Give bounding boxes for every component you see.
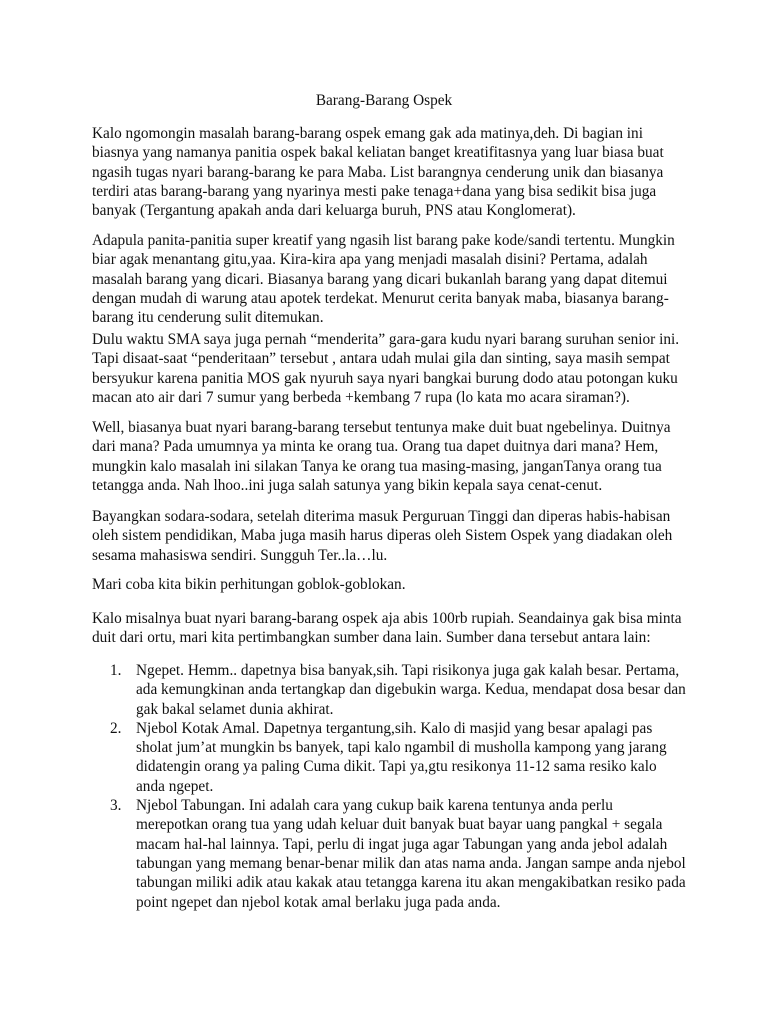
- list-number: 3.: [110, 797, 122, 815]
- text-line: anda ngepet.: [136, 777, 214, 795]
- text-line: merepotkan orang tua yang udah keluar duit banyak buat bayar uang pangkal + segala: [136, 816, 663, 834]
- paragraph-kode-sandi: [92, 231, 682, 327]
- text-line: Ngepet. Hemm.. dapetnya bisa banyak,sih. Tapi risikonya juga gak kalah besar. Pertama,: [136, 662, 680, 679]
- text-line: Dulu waktu SMA saya juga pernah “menderita” gara-gara kudu nyari barang suruhan senior ini.: [92, 331, 680, 348]
- text-line: Tapi disaat-saat “penderitaan” tersebut , antara udah mulai gila dan sinting, saya masih sempat: [92, 350, 670, 368]
- text-line: tabungan yang memang benar-benar milik dan atas nama anda. Jangan sampe anda njebol: [136, 854, 686, 872]
- text-line: biasnya yang namanya panitia ospek bakal keliatan banget kreatifitasnya yang luar biasa buat: [92, 144, 664, 162]
- paragraph-bayangkan: [92, 507, 682, 565]
- numbered-list: [92, 661, 692, 912]
- list-number: 1.: [110, 662, 122, 679]
- text-line: macam hal-hal lainnya. Tapi, perlu di ingat juga agar Tabungan yang anda jebol adalah: [136, 835, 668, 853]
- paragraph-sma: [92, 330, 682, 407]
- text-line: barang itu cenderung sulit ditemukan.: [92, 309, 324, 327]
- text-line: sholat jum’at mungkin bs banyek, tapi kalo ngambil di musholla kampong yang jarang: [136, 739, 667, 757]
- text-line: gak bakal selamet dunia akhirat.: [136, 700, 334, 718]
- list-item: [92, 796, 692, 912]
- text-line: ngasih tugas nyari barang-barang ke para Maba. List barangnya cenderung unik dan biasanya: [92, 163, 664, 181]
- text-line: dari mana? Pada umumnya ya minta ke orang tua. Orang tua dapet duitnya dari mana? Hem,: [92, 438, 659, 456]
- text-line: Well, biasanya buat nyari barang-barang tersebut tentunya make duit buat ngebelinya. Duitnya: [92, 419, 671, 436]
- text-line: ada kemungkinan anda tertangkap dan digebukin warga. Kedua, mendapat dosa besar dan: [136, 681, 686, 699]
- list-item: [92, 719, 692, 796]
- list-number: 2.: [110, 719, 122, 737]
- paragraph-perhitungan: [92, 575, 682, 594]
- text-line: mungkin kalo masalah ini silakan Tanya ke orang tua masing-masing, janganTanya orang tua: [92, 457, 662, 475]
- text-line: Adapula panita-panitia super kreatif yang ngasih list barang pake kode/sandi tertentu. Mungkin: [92, 232, 675, 249]
- text-line: Njebol Tabungan. Ini adalah cara yang cukup baik karena tentunya anda perlu: [136, 797, 613, 815]
- text-line: banyak (Tergantung apakah anda dari keluarga buruh, PNS atau Konglomerat).: [92, 202, 576, 220]
- paragraph-sumber-dana: [92, 609, 682, 648]
- list-item: [92, 661, 692, 719]
- text-line: macan ato air dari 7 sumur yang berbeda +kembang 7 rupa (lo kata mo acara siraman?).: [92, 388, 630, 406]
- document-title: Barang-Barang Ospek: [315, 92, 453, 109]
- text-line: tetangga anda. Nah lhoo..ini juga salah satunya yang bikin kepala saya cenat-cenut.: [92, 476, 603, 494]
- text-line: Njebol Kotak Amal. Dapetnya tergantung,sih. Kalo di masjid yang besar apalagi pas: [136, 719, 653, 737]
- text-line: point ngepet dan njebol kotak amal berlaku juga pada anda.: [136, 893, 501, 911]
- text-line: didatengin orang ya paling Cuma dikit. Tapi ya,gtu resikonya 11-12 sama resiko kalo: [136, 758, 657, 776]
- text-line: oleh sistem pendidikan, Maba juga masih harus diperas oleh Sistem Ospek yang diadakan oleh: [92, 527, 673, 545]
- text-line: Kalo ngomongin masalah barang-barang ospek emang gak ada matinya,deh. Di bagian ini: [92, 125, 643, 142]
- paragraph-duit: [92, 418, 682, 495]
- text-line: Kalo misalnya buat nyari barang-barang ospek aja abis 100rb rupiah. Seandainya gak bisa minta: [92, 610, 682, 627]
- text-line: masalah barang yang dicari. Biasanya barang yang dicari bukanlah barang yang dapat ditemui: [92, 270, 668, 288]
- text-line: sesama mahasiswa sendiri. Sungguh Ter..la…lu.: [92, 546, 388, 564]
- text-line: dengan mudah di warung atau apotek terdekat. Menurut cerita banyak maba, biasanya barang-: [92, 289, 669, 307]
- text-line: Mari coba kita bikin perhitungan goblok-goblokan.: [92, 576, 406, 593]
- paragraph-intro: [92, 124, 682, 220]
- text-line: biar agak menantang gitu,yaa. Kira-kira apa yang menjadi masalah disini? Pertama, adalah: [92, 251, 648, 269]
- text-line: duit dari ortu, mari kita pertimbangkan sumber dana lain. Sumber dana tersebut antara lain:: [92, 629, 651, 647]
- text-line: bersyukur karena panitia MOS gak nyuruh saya nyari bangkai burung dodo atau potongan kuku: [92, 369, 678, 387]
- text-line: Bayangkan sodara-sodara, setelah diterima masuk Perguruan Tinggi dan diperas habis-habisan: [92, 508, 671, 525]
- text-line: terdiri atas barang-barang yang nyarinya mesti pake tenaga+dana yang bisa sedikit bisa juga: [92, 182, 657, 200]
- text-line: tabungan miliki adik atau kakak atau tetangga karena itu akan mengakibatkan resiko pada: [136, 874, 686, 892]
